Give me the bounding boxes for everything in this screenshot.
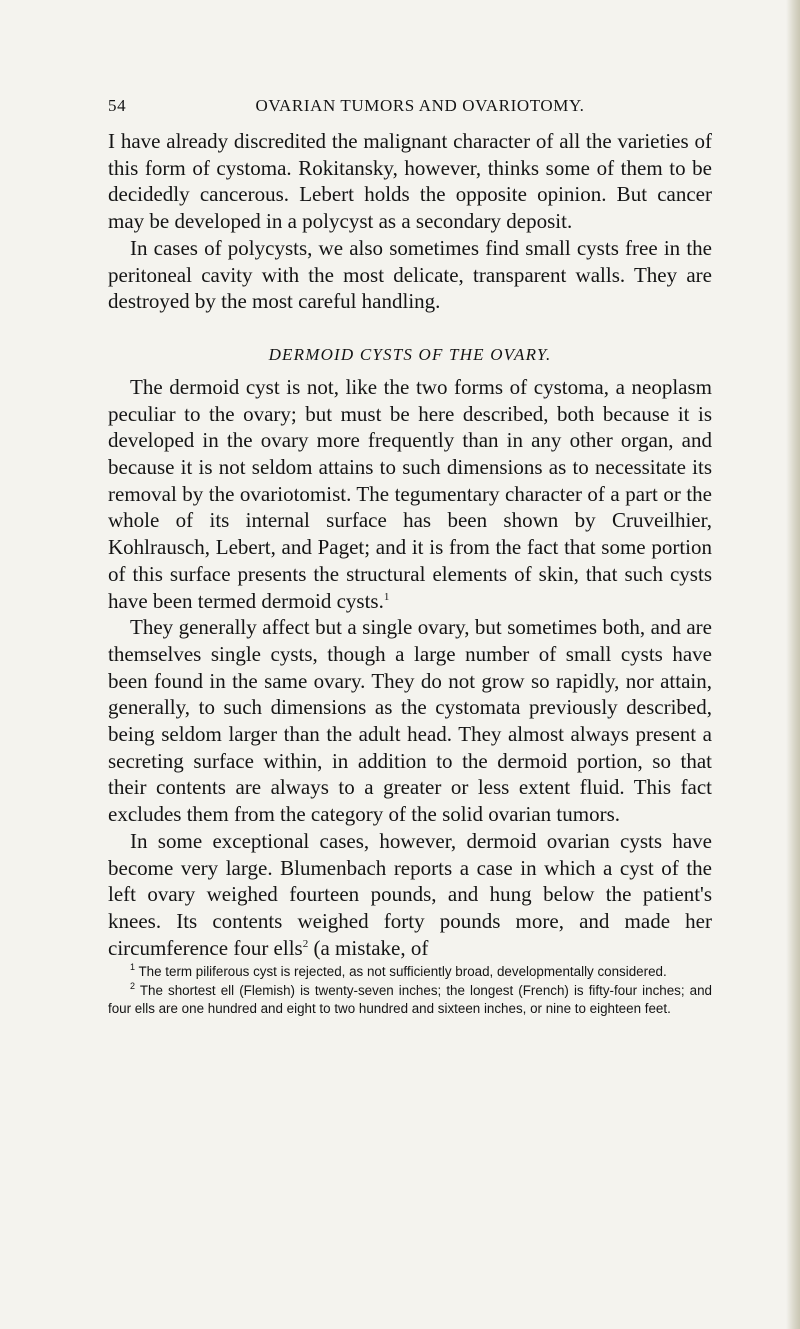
running-head-title: OVARIAN TUMORS AND OVARIOTOMY.: [255, 96, 585, 115]
footnotes: [108, 963, 712, 1018]
paragraph-exceptional-cases-text: In some exceptional cases, however, dermoid ovarian cysts have become very large. Blumenbach reports a case in which a cyst of the left ovary weighed fourteen pounds, and hung below the patient's knees. Its contents weighed forty pounds more, and made her circumference four ells: [108, 828, 712, 960]
paragraph-free-cysts: In cases of polycysts, we also sometimes find small cysts free in the peritoneal cavity with the most delicate, transparent walls. They are destroyed by the most careful handling.: [108, 235, 712, 314]
footnote-ref-2[interactable]: 2: [302, 937, 309, 950]
footnote-marker-1: 1: [130, 962, 136, 973]
footnote-1-text: The term piliferous cyst is rejected, as not sufficiently broad, developmentally considered.: [135, 964, 667, 980]
paragraph-dermoid-definition: [108, 374, 712, 614]
footnote-2-text: The shortest ell (Flemish) is twenty-seven inches; the longest (French) is fifty-four inches; and four ells are one hundred and eight to two hundred and sixteen inches, or nine to eighteen feet.: [108, 982, 712, 1016]
book-page: [108, 96, 712, 1018]
paragraph-dermoid-growth-text: They generally affect but a single ovary, but sometimes both, and are themselves single cysts, though a large number of small cysts have been found in the same ovary. They do not grow so rapidly, nor attain, generally, to such dimensions as the cystomata previously described, being seldom larger than the adult head. They almost always present a secreting surface within, in addition to the dermoid portion, so that their contents are always to a greater or less extent fluid. This fact excludes them from the category of the solid ovarian tumors.: [108, 615, 712, 827]
footnote-marker-2: 2: [130, 980, 136, 991]
page-edge-shadow: [786, 0, 800, 1329]
paragraph-exceptional-cases-tail: (a mistake, of: [308, 935, 429, 960]
section-heading: DERMOID CYSTS OF THE OVARY.: [268, 344, 552, 364]
body-text: [108, 128, 712, 961]
footnote-ref-1[interactable]: 1: [383, 590, 390, 603]
paragraph-exceptional-cases: [108, 828, 712, 962]
paragraph-dermoid-definition-text: The dermoid cyst is not, like the two forms of cystoma, a neoplasm peculiar to the ovary; but must be here described, both because it is developed in the ovary more frequently than in any other organ, and because it is not seldom attains to such dimensions as to necessitate its removal by the ovariotomist. The tegumentary character of a part or the whole of its internal surface has been shown by Cruveilhier, Kohlrausch, Lebert, and Paget; and it is from the fact that some portion of this surface presents the structural elements of skin, that such cysts have been termed dermoid cysts.: [108, 374, 712, 613]
running-head: [108, 96, 712, 126]
footnote-1: [108, 963, 712, 981]
paragraph-dermoid-growth: [108, 614, 712, 828]
footnote-2: [108, 982, 712, 1019]
page-number: 54: [108, 96, 127, 115]
paragraph-polycyst-malignancy: I have already discredited the malignant character of all the varieties of this form of cystoma. Rokitansky, however, thinks some of them to be decidedly cancerous. Lebert holds the opposite opinion. But cancer may be developed in a polycyst as a secondary deposit.: [108, 129, 712, 234]
